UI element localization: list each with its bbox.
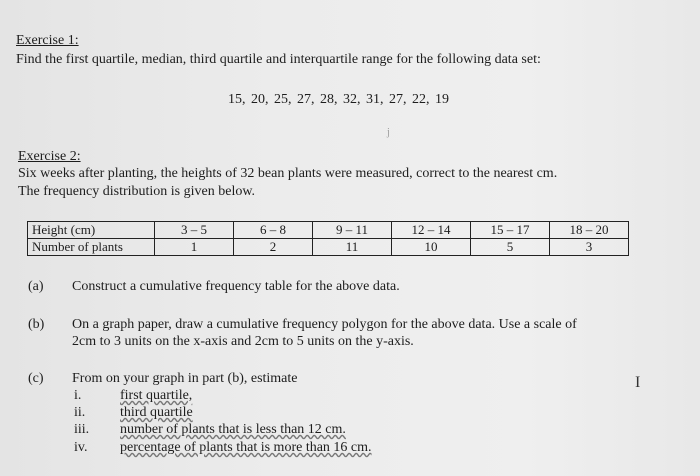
exercise2-intro-line2: The frequency distribution is given below. (18, 184, 256, 199)
part-b-label: (b) (28, 317, 45, 332)
part-c-item-num: iv. (74, 440, 88, 455)
exercise1-heading: Exercise 1: (16, 33, 79, 48)
height-label-cell: Height (cm) (28, 222, 155, 239)
text-cursor-icon: I (635, 374, 641, 391)
exercise1-instruction: Find the first quartile, median, third quartile and interquartile range for the following data set: (16, 52, 541, 67)
part-c-text: From on your graph in part (b), estimate (72, 371, 298, 386)
part-b-line1: On a graph paper, draw a cumulative frequency polygon for the above data. Use a scale of (72, 317, 577, 332)
part-b-line2: 2cm to 3 units on the x-axis and 2cm to 5 units on the y-axis. (72, 334, 414, 349)
frequency-cell: 5 (471, 239, 550, 256)
frequency-cell: 1 (155, 239, 234, 256)
part-c-item-text: first quartile, (120, 388, 193, 403)
exercise2-intro-line1: Six weeks after planting, the heights of 32 bean plants were measured, correct to the nearest cm. (18, 166, 558, 181)
class-cell: 6 – 8 (234, 222, 313, 239)
part-c-item-num: iii. (74, 422, 90, 437)
stray-mark: j (387, 127, 390, 138)
class-cell: 3 – 5 (155, 222, 234, 239)
part-a-label: (a) (28, 279, 44, 294)
class-cell: 9 – 11 (313, 222, 392, 239)
table-row-height (28, 222, 629, 239)
part-c-label: (c) (28, 371, 44, 386)
part-c-item-text: third quartile (120, 405, 193, 420)
part-c-item-num: i. (74, 388, 82, 403)
frequency-cell: 11 (313, 239, 392, 256)
frequency-cell: 3 (550, 239, 629, 256)
frequency-table (27, 221, 629, 256)
part-a-text: Construct a cumulative frequency table for the above data. (72, 279, 400, 294)
class-cell: 18 – 20 (550, 222, 629, 239)
frequency-cell: 10 (392, 239, 471, 256)
exercise2-heading: Exercise 2: (18, 149, 81, 164)
class-cell: 12 – 14 (392, 222, 471, 239)
frequency-label-cell: Number of plants (28, 239, 155, 256)
part-c-item-text: percentage of plants that is more than 16 cm. (120, 440, 372, 455)
frequency-cell: 2 (234, 239, 313, 256)
exercise1-dataset: 15, 20, 25, 27, 28, 32, 31, 27, 22, 19 (228, 92, 449, 107)
part-c-item-num: ii. (74, 405, 86, 420)
class-cell: 15 – 17 (471, 222, 550, 239)
table-row-frequency (28, 239, 629, 256)
part-c-item-text: number of plants that is less than 12 cm. (120, 422, 346, 437)
